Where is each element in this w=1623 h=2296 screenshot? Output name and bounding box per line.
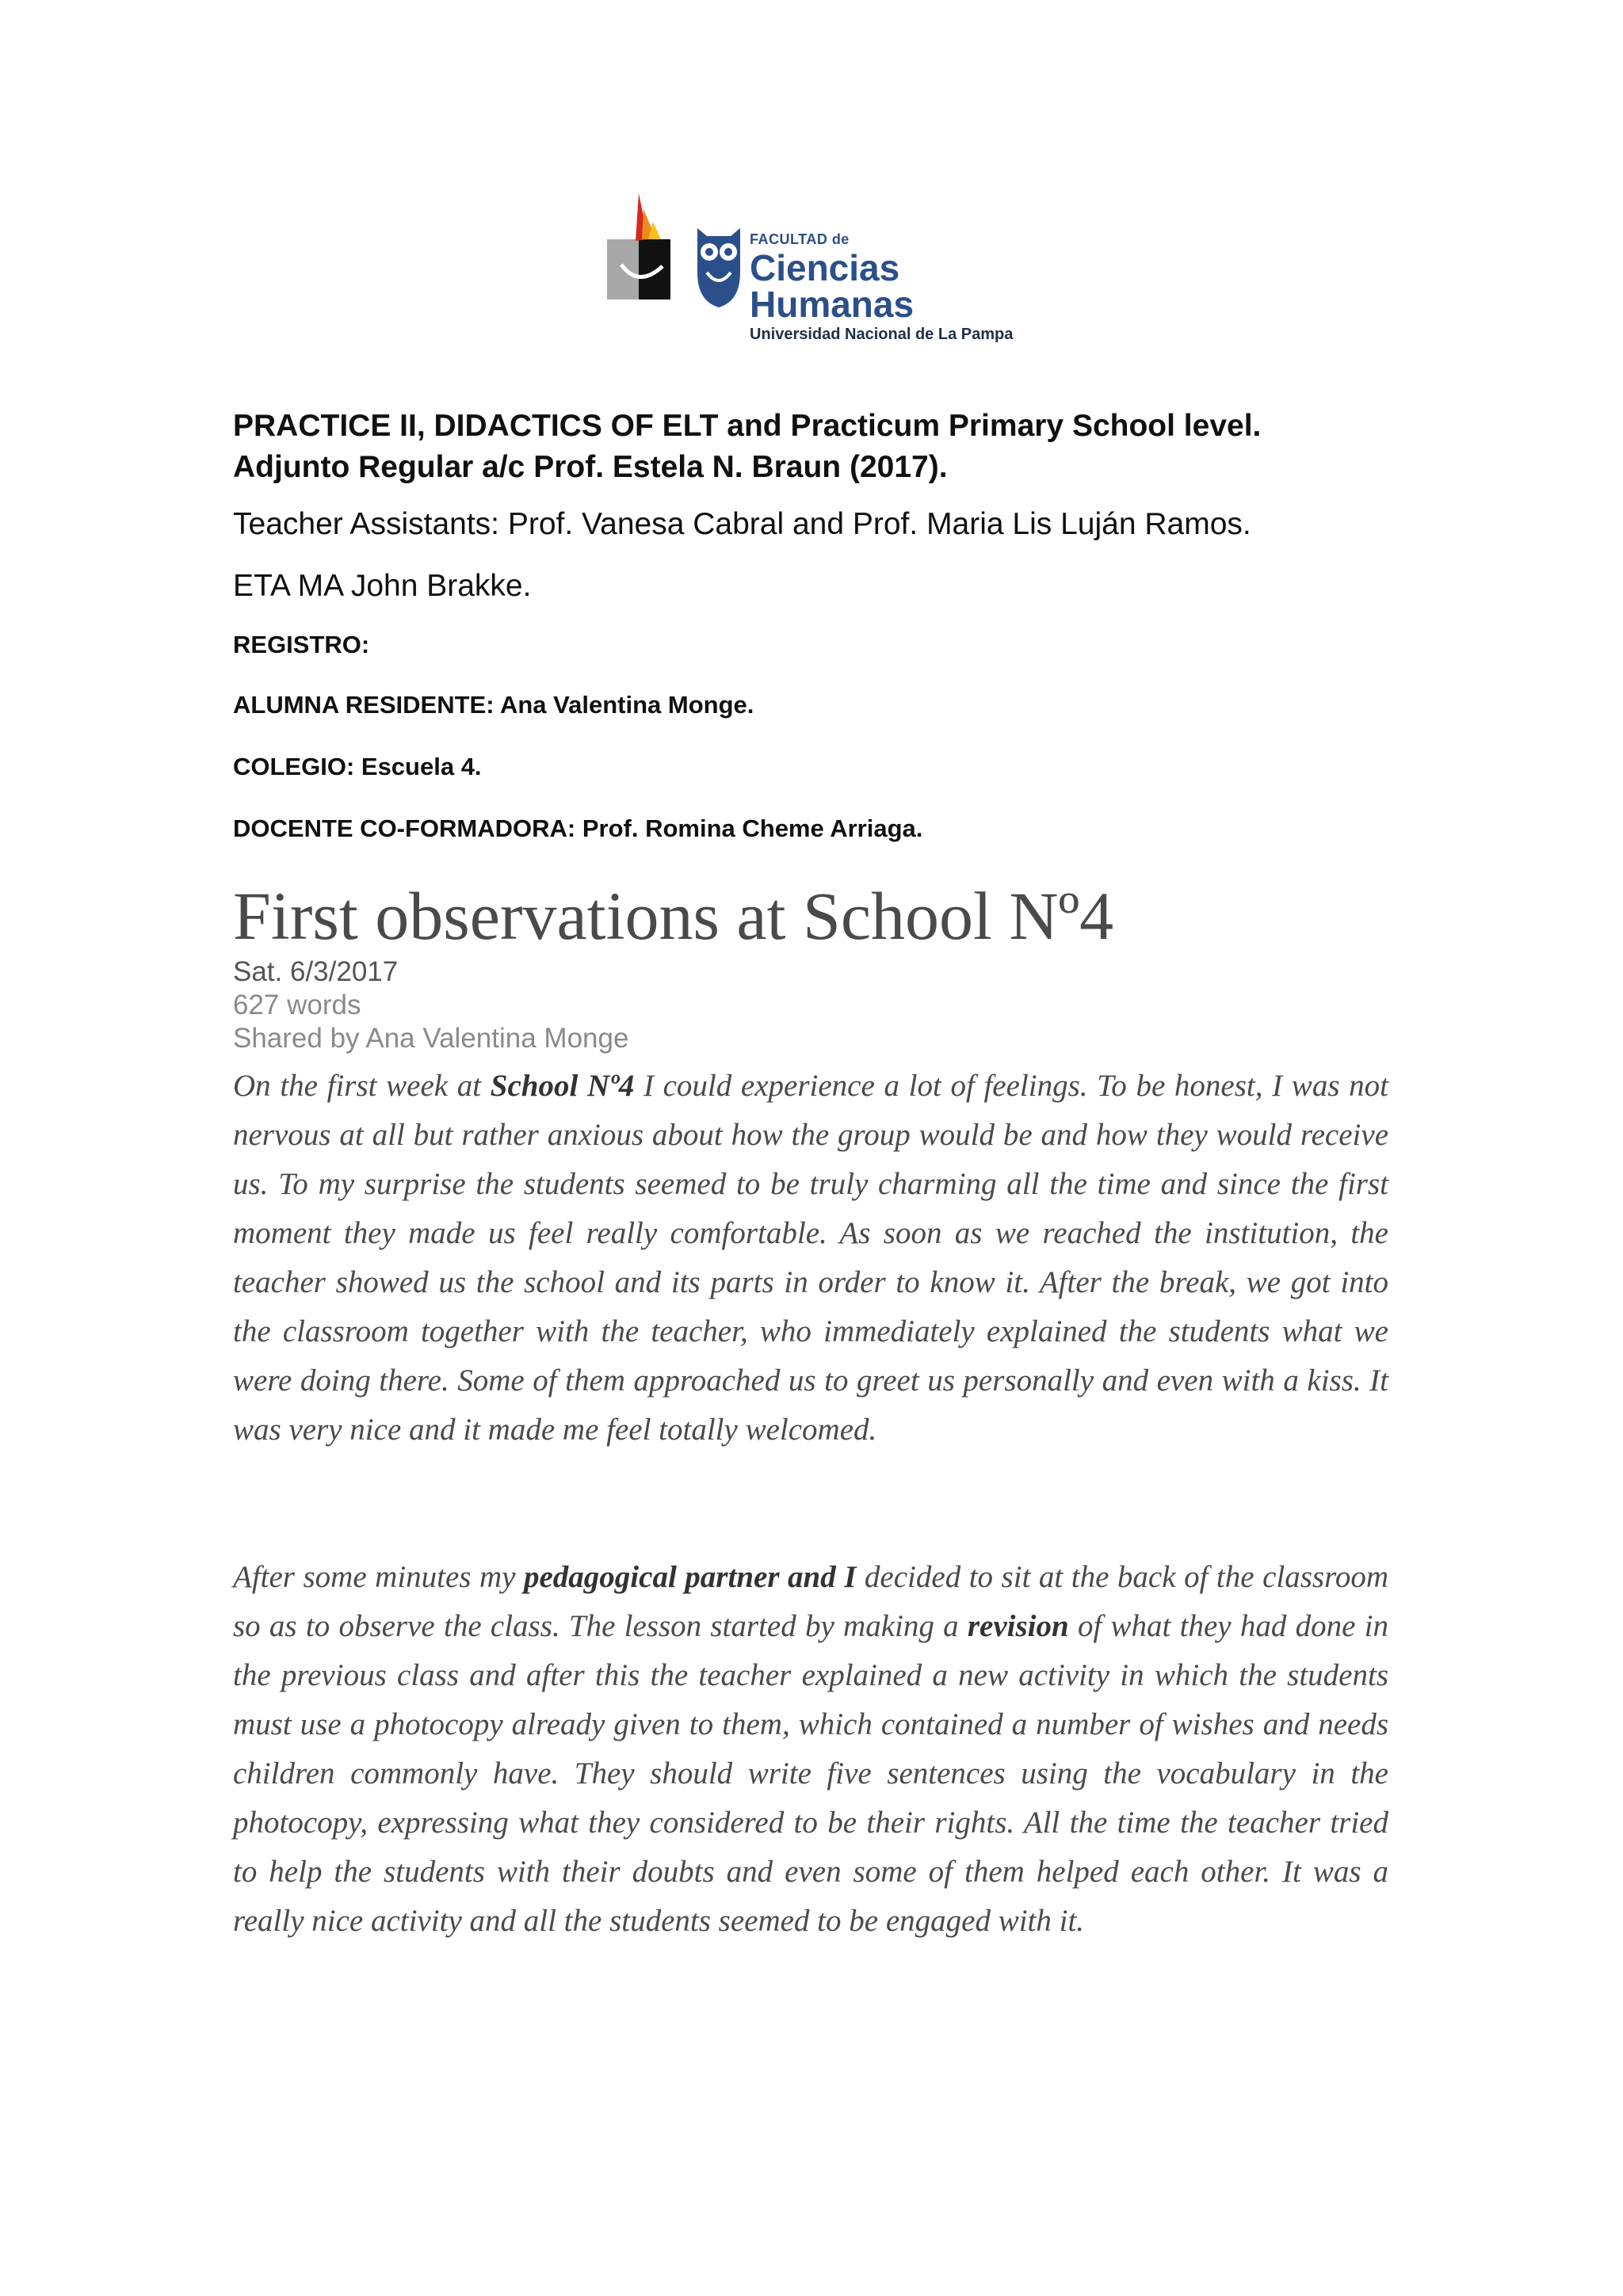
logo-university-name: Universidad Nacional de La Pampa [750, 326, 1014, 343]
colegio-line: COLEGIO: Escuela 4. [233, 753, 482, 780]
faculty-logo [607, 193, 1051, 343]
logo-faculty-name: Ciencias Humanas [750, 247, 915, 325]
owl-icon [691, 225, 747, 312]
post-header [233, 876, 1390, 1055]
logo-small-text: FACULTAD de [750, 231, 850, 247]
post-date: Sat. 6/3/2017 [233, 956, 399, 987]
p2-text-c: decided to sit at the back of the classroom so as to observe the class. The lesson started by making a [233, 1560, 1388, 1643]
p1-bold-school: School Nº4 [490, 1069, 635, 1103]
p2-bold-partner: pedagogical partner and I [524, 1560, 857, 1594]
post-title: First observations at School Nº4 [233, 878, 1114, 954]
registro-label: REGISTRO: [233, 631, 370, 658]
p2-text-e: of what they had done in the previous class and after this the teacher explained a new activity in which the students must use a photocopy already given to them, which contained a number of wishes and needs children commonly have. They should write five sentences using the vocabulary in the photocopy, expressing what they considered to be their rights. All the time the teacher tried to help the students with their doubts and even some of them helped each other. It was a really nice activity and all the students seemed to be engaged with it. [233, 1609, 1388, 1938]
teacher-assistants: Teacher Assistants: Prof. Vanesa Cabral and Prof. Maria Lis Luján Ramos. [233, 507, 1251, 541]
p2-bold-revision: revision [967, 1609, 1069, 1643]
course-title: PRACTICE II, DIDACTICS OF ELT and Practicum Primary School level. [233, 409, 1262, 443]
alumna-line: ALUMNA RESIDENTE: Ana Valentina Monge. [233, 691, 754, 719]
shared-by: Shared by Ana Valentina Monge [233, 1023, 629, 1054]
paragraph-1 [233, 1062, 1388, 1455]
word-count: 627 words [233, 990, 361, 1020]
eta-line: ETA MA John Brakke. [233, 569, 532, 603]
docente-line: DOCENTE CO-FORMADORA: Prof. Romina Cheme Arriaga. [233, 814, 923, 842]
paragraph-2 [233, 1553, 1388, 1946]
course-professor: Adjunto Regular a/c Prof. Estela N. Braun (2017). [233, 450, 948, 484]
document-header [233, 406, 1390, 843]
logo-text [750, 231, 1051, 344]
p2-text-a: After some minutes my [233, 1560, 524, 1594]
p1-text-a: On the first week at [233, 1069, 491, 1103]
p1-text-c: I could experience a lot of feelings. To be honest, I was not nervous at all but rather anxious about how the group would be and how they would receive us. To my surprise the students seemed to be truly charming all the time and since the first moment they made us feel really comfortable. As soon as we reached the institution, the teacher showed us the school and its parts in order to know it. After the break, we got into the classroom together with the teacher, who immediately explained the students what we were doing there. Some of them approached us to greet us personally and even with a kiss. It was very nice and it made me feel totally welcomed. [233, 1069, 1388, 1447]
